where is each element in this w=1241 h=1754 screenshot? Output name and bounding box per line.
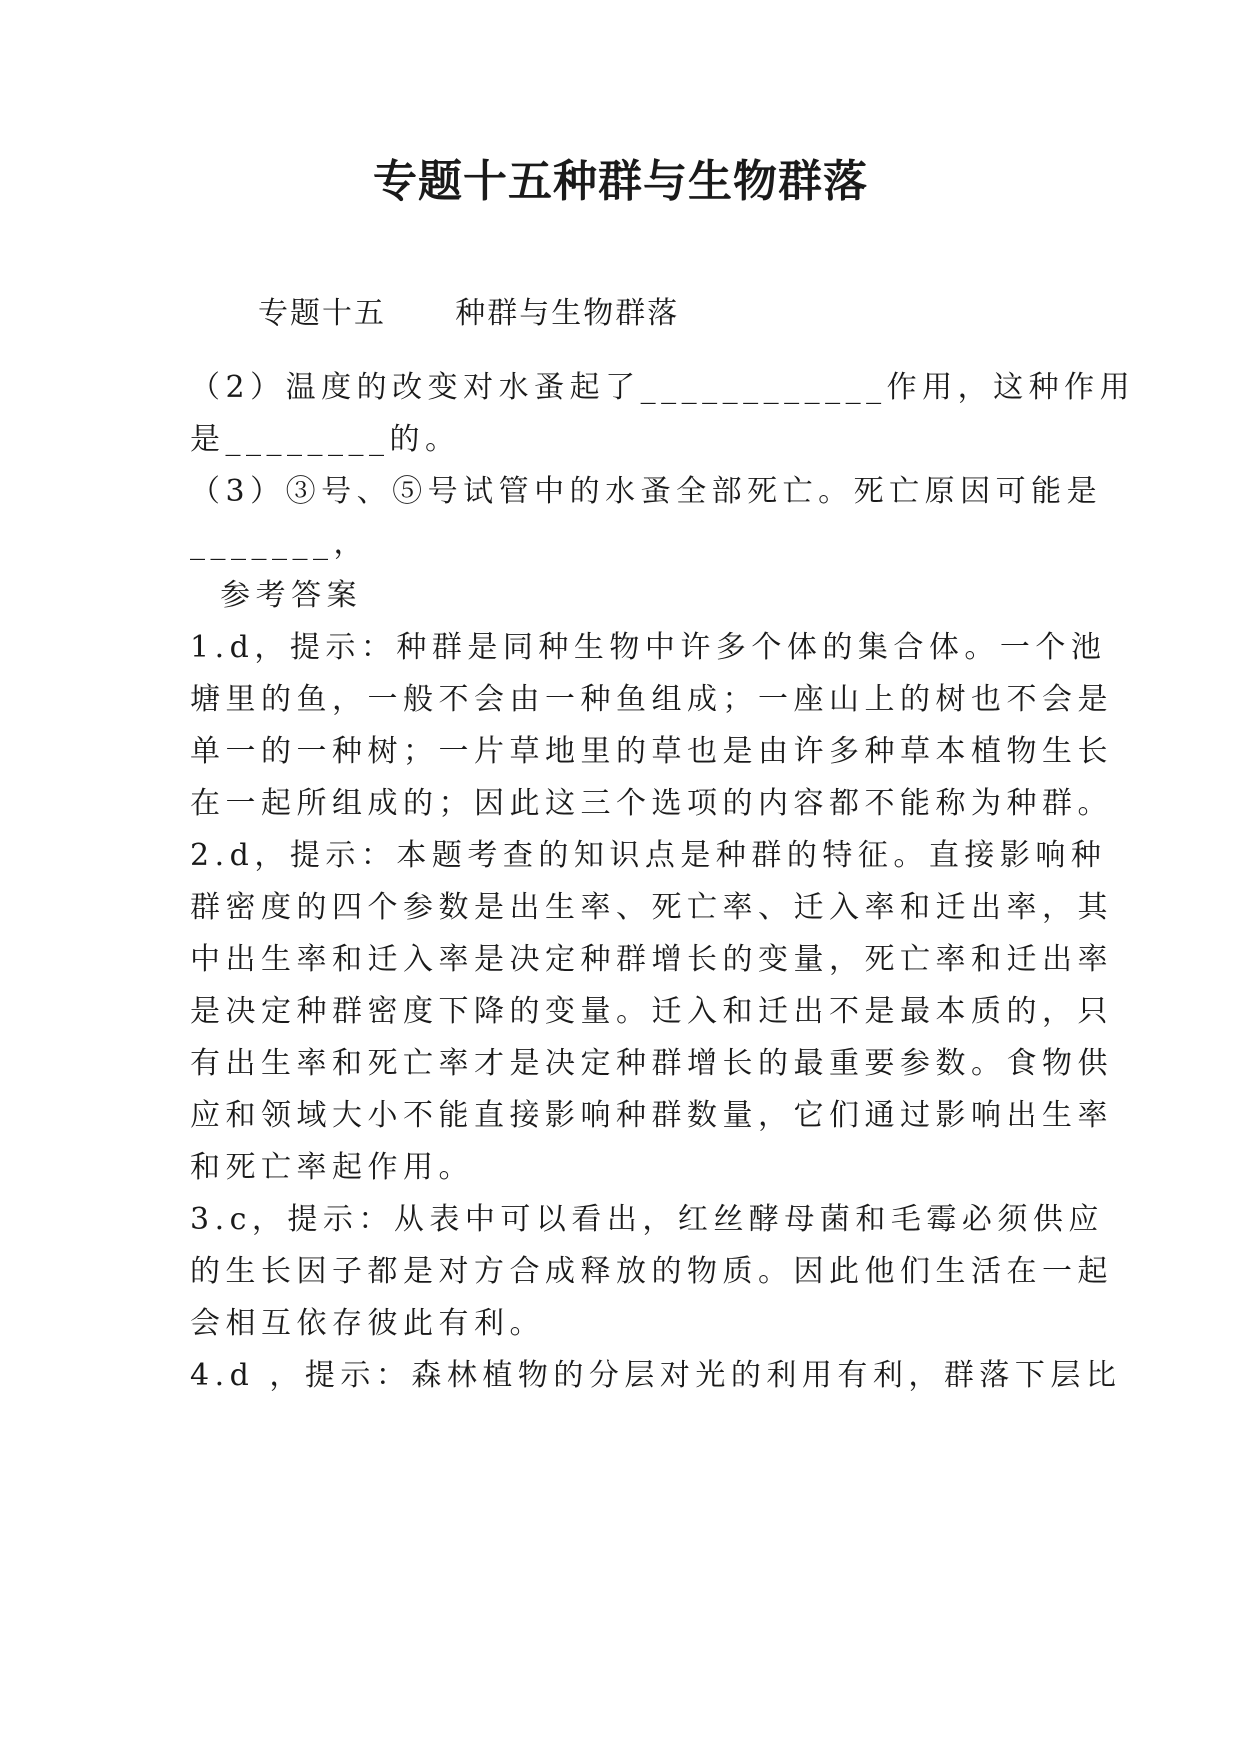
- text-line: 和死亡率起作用。: [190, 1150, 474, 1185]
- text-line: 群密度的四个参数是出生率、死亡率、迁入率和迁出率，其: [190, 890, 1113, 925]
- text-line: 会相互依存彼此有利。: [190, 1306, 545, 1341]
- text-line: 2.d，提示：本题考查的知识点是种群的特征。直接影响种: [190, 838, 1107, 873]
- document-title: 专题十五种群与生物群落: [373, 156, 868, 207]
- text-line: 单一的一种树；一片草地里的草也是由许多种草本植物生长: [190, 734, 1113, 769]
- document-subtitle: 专题十五 种群与生物群落: [258, 296, 680, 331]
- answer-heading: 参考答案: [190, 578, 363, 613]
- text-line: 1.d，提示：种群是同种生物中许多个体的集合体。一个池: [190, 630, 1107, 665]
- text-line: 塘里的鱼，一般不会由一种鱼组成；一座山上的树也不会是: [190, 682, 1113, 717]
- text-line: 4.d ，提示：森林植物的分层对光的利用有利，群落下层比: [190, 1358, 1122, 1393]
- text-line: 中出生率和迁入率是决定种群增长的变量，死亡率和迁出率: [190, 942, 1113, 977]
- text-line: 有出生率和死亡率才是决定种群增长的最重要参数。食物供: [190, 1046, 1113, 1081]
- text-line: 3.c，提示：从表中可以看出，红丝酵母菌和毛霉必须供应: [190, 1202, 1104, 1237]
- text-line: （3）③号、⑤号试管中的水蚤全部死亡。死亡原因可能是: [190, 474, 1103, 509]
- text-line: （2）温度的改变对水蚤起了____________作用，这种作用: [190, 370, 1136, 405]
- text-line: _______，: [190, 526, 369, 561]
- text-line: 的生长因子都是对方合成释放的物质。因此他们生活在一起: [190, 1254, 1113, 1289]
- text-line: 应和领域大小不能直接影响种群数量，它们通过影响出生率: [190, 1098, 1113, 1133]
- text-line: 是决定种群密度下降的变量。迁入和迁出不是最本质的，只: [190, 994, 1113, 1029]
- text-line: 在一起所组成的；因此这三个选项的内容都不能称为种群。: [190, 786, 1113, 821]
- text-line: 是________的。: [190, 422, 461, 457]
